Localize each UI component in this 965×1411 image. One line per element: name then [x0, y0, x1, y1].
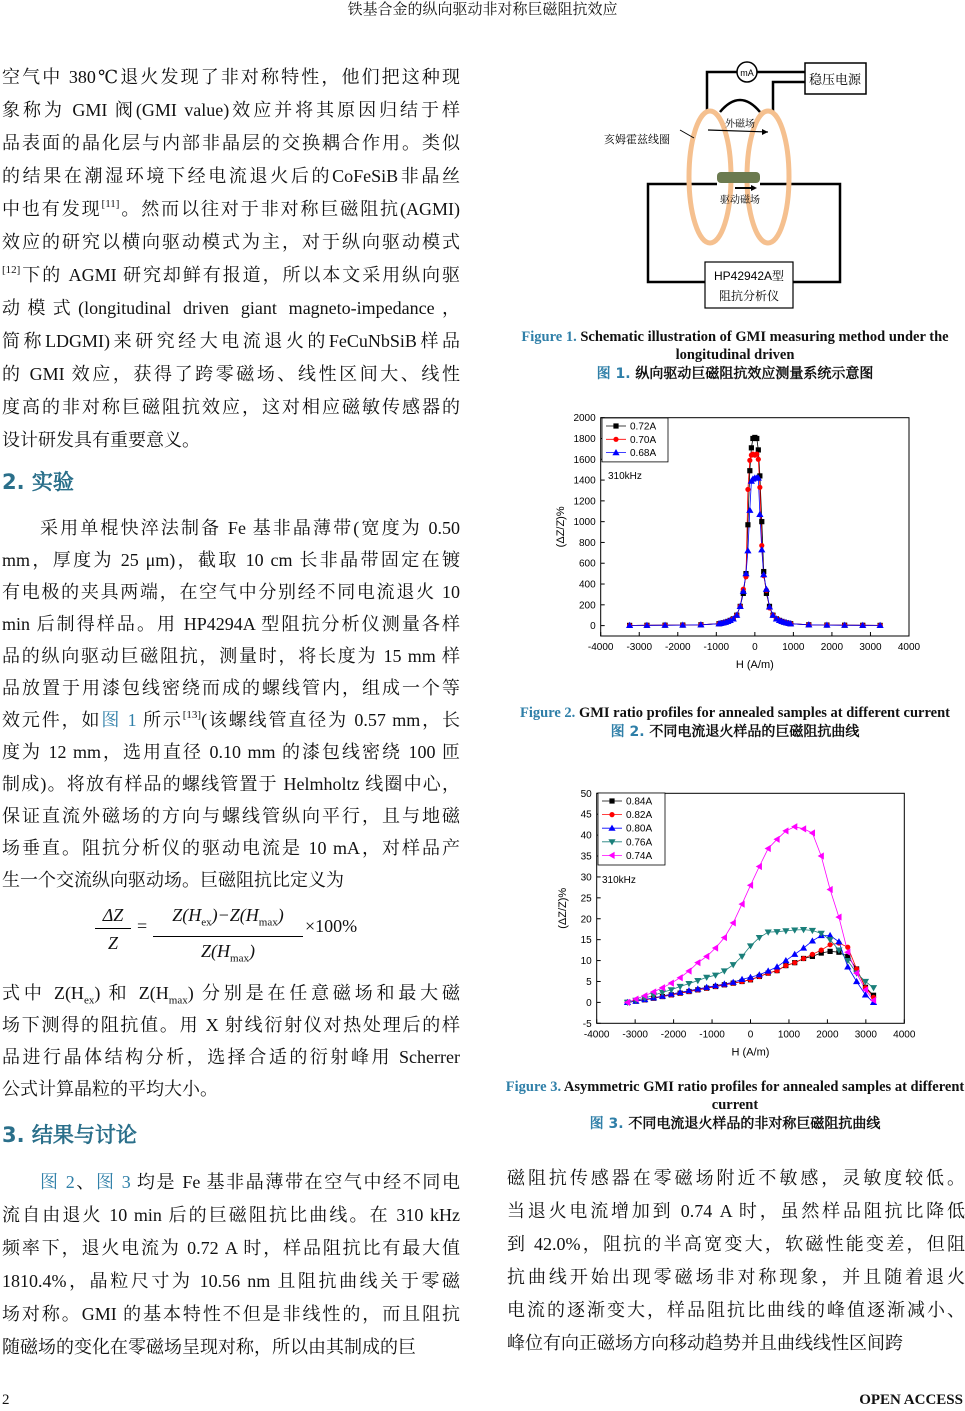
frequency-annotation: 310kHz	[602, 875, 636, 886]
text-run[interactable]: 的结果在潮湿环境下经电流退火后的CoFeSiB非晶丝	[2, 166, 460, 186]
triangle-up-marker	[791, 951, 798, 957]
text-line	[2, 358, 460, 391]
formula-sub: max	[230, 952, 249, 965]
circle-marker	[613, 437, 618, 442]
text-run[interactable]: 所示	[136, 710, 183, 730]
text-line	[2, 160, 460, 193]
square-marker	[759, 519, 764, 524]
x-tick-label: 0	[747, 1029, 754, 1041]
y-tick-label: 30	[580, 872, 592, 884]
triangle-down-marker	[677, 984, 684, 990]
text-run[interactable]: 空气中 380℃退火发现了非对称特性，他们把这种现	[2, 67, 460, 87]
analyzer-label-model: HP42942A型	[713, 269, 785, 283]
triangle-down-marker	[844, 958, 851, 964]
text-run[interactable]: 制成)。将放有样品的螺线管置于 Helmholtz 线圈中心，	[2, 774, 460, 794]
formula-term: Z(H	[172, 905, 202, 925]
figure-label: 图 2.	[610, 724, 645, 740]
arrowhead-icon	[751, 185, 757, 191]
legend-label: 0.80A	[626, 823, 653, 835]
outer-field-arrow	[708, 130, 768, 132]
triangle-up-marker	[835, 938, 842, 944]
text-line	[2, 768, 460, 800]
text-run[interactable]: 式中 Z(H	[2, 983, 84, 1003]
y-tick-label: 25	[580, 893, 592, 905]
text-run[interactable]: mm，厚度为 25 μm)，截取 10 cm 长非晶带固定在镀	[2, 550, 460, 570]
text-line	[2, 193, 460, 226]
formula-lhs	[95, 902, 131, 957]
triangle-left-marker	[730, 919, 736, 926]
text-run[interactable]: 场垂直。阻抗分析仪的驱动电流是 10 mA，对样品产	[2, 838, 460, 858]
text-run[interactable]: 随磁场的变化在零磁场呈现对称，所以由其制成的巨	[2, 1337, 416, 1357]
figure-label: Figure 1.	[521, 329, 577, 345]
circle-marker	[819, 948, 824, 953]
text-line	[2, 325, 460, 358]
x-tick-label: 1000	[777, 1029, 801, 1041]
text-run[interactable]: 场下测得的阻抗值。用 X 射线衍射仪对热处理后的样	[2, 1015, 460, 1035]
figure-label: 图 3.	[589, 1116, 624, 1132]
formula-rhs	[153, 902, 303, 972]
figure-label: Figure 3.	[505, 1079, 562, 1095]
text-line	[2, 800, 460, 832]
arrowhead-icon	[762, 129, 768, 135]
y-tick-label: 600	[579, 558, 596, 570]
text-run[interactable]: 频率下，退火电流为 0.72 A 时，样品阻抗比有最大值	[2, 1238, 460, 1258]
text-run[interactable]: 中也有发现	[2, 199, 102, 219]
x-tick-label: 0	[752, 642, 758, 653]
text-run[interactable]: 磁阻抗传感器在零磁场附近不敏感，灵敏度较低。	[507, 1168, 965, 1188]
paragraph-definition	[2, 977, 460, 1105]
figure-3-caption-cn	[505, 1114, 965, 1135]
triangle-left-marker	[809, 829, 815, 836]
text-run[interactable]: 品的纵向驱动巨磁阻抗，测量时，将长度为 15 mm 样	[2, 646, 460, 666]
y-tick-label: 2000	[573, 413, 596, 425]
x-axis-label: H (A/m)	[735, 659, 774, 671]
text-run[interactable]: 品进行晶体结构分析，选择合适的衍射峰用 Scherrer	[2, 1047, 460, 1067]
paragraph-intro	[2, 61, 460, 457]
legend-label: 0.70A	[630, 434, 657, 446]
x-tick-label: -1000	[699, 1029, 725, 1041]
text-line	[507, 1327, 965, 1360]
text-line	[2, 1041, 460, 1073]
analyzer-label-name: 阻抗分析仪	[718, 289, 780, 303]
formula-equals: =	[137, 916, 148, 936]
text-run[interactable]: 效应的研究以横向驱动模式为主，对于纵向驱动模式	[2, 232, 460, 252]
text-line	[507, 1195, 965, 1228]
figure-label: 图 1.	[596, 366, 631, 382]
wire	[720, 100, 760, 112]
text-line	[507, 1162, 965, 1195]
x-tick-label: -3000	[626, 642, 653, 653]
text-line	[2, 640, 460, 672]
y-tick-label: -5	[582, 1018, 592, 1030]
y-tick-label: 10	[580, 956, 592, 968]
x-tick-label: 2000	[816, 1029, 839, 1041]
triangle-left-marker	[738, 901, 744, 908]
legend-label: 0.84A	[626, 796, 653, 808]
text-run[interactable]: 效元件，如	[2, 710, 102, 730]
text-line	[2, 608, 460, 640]
y-axis-label: (ΔZ/Z)%	[557, 887, 569, 929]
y-tick-label: 15	[580, 935, 592, 947]
triangle-up-marker	[744, 547, 751, 553]
x-tick-label: 4000	[897, 642, 921, 653]
y-tick-label: 400	[579, 579, 596, 591]
text-run[interactable]: 简称LDGMI)来研究经大电流退火的FeCuNbSiB样品	[2, 331, 460, 351]
square-marker	[827, 949, 832, 954]
y-tick-label: 200	[579, 600, 596, 612]
circle-marker	[609, 812, 614, 817]
figure-2-chart	[550, 405, 930, 690]
y-tick-label: 50	[580, 788, 592, 800]
y-tick-label: 45	[580, 809, 592, 821]
text-run[interactable]: 当退火电流增加到 0.74 A 时，虽然样品阻抗比降低	[507, 1201, 965, 1221]
y-tick-label: 1000	[573, 517, 596, 529]
caption-text: Schematic illustration of GMI measuring method under the longitudinal driven	[576, 329, 949, 363]
x-tick-label: 2000	[820, 642, 844, 653]
x-tick-label: -4000	[587, 642, 614, 653]
triangle-left-marker	[703, 953, 709, 960]
triangle-left-marker	[668, 980, 674, 987]
citation-ref[interactable]: [13]	[182, 709, 202, 721]
triangle-up-marker	[809, 937, 816, 943]
triangle-left-marker	[685, 967, 691, 974]
triangle-up-marker	[756, 511, 763, 517]
text-line	[2, 576, 460, 608]
text-line	[2, 512, 460, 544]
publisher-label: OPEN ACCESS	[859, 1392, 963, 1408]
y-axis-label: (ΔZ/Z)%	[555, 506, 567, 548]
circle-marker	[810, 952, 815, 957]
triangle-down-marker	[818, 931, 825, 937]
triangle-up-marker	[758, 546, 765, 552]
circle-marker	[792, 960, 797, 965]
legend-label: 0.74A	[626, 850, 653, 862]
x-tick-label: 3000	[854, 1029, 877, 1041]
y-tick-label: 1600	[573, 454, 596, 466]
circle-marker	[757, 485, 762, 490]
figure-2-caption-en	[505, 704, 965, 722]
text-line	[507, 1228, 965, 1261]
square-marker	[749, 445, 754, 450]
figure-link[interactable]: 图 3	[96, 1172, 131, 1192]
text-line	[2, 864, 460, 896]
y-tick-label: 1400	[573, 475, 596, 487]
caption-text: 纵向驱动巨磁阻抗效应测量系统示意图	[630, 366, 874, 382]
drive-field-label: 驱动磁场	[720, 195, 760, 206]
text-run[interactable]: 峰位有向正磁场方向移动趋势并且曲线线性区间跨	[507, 1333, 903, 1353]
section-heading-experiment: 2. 实验	[2, 470, 74, 494]
y-tick-label: 20	[580, 914, 592, 926]
x-tick-label: -2000	[660, 1029, 687, 1041]
figure-label: Figure 2.	[520, 705, 576, 721]
circle-marker	[845, 945, 850, 950]
figure-3-caption	[505, 1078, 965, 1135]
y-tick-label: 40	[580, 830, 592, 842]
figure-3-caption-en	[505, 1078, 965, 1114]
x-tick-label: -2000	[664, 642, 691, 653]
text-line	[2, 1265, 460, 1298]
figure-2-caption-cn	[505, 722, 965, 743]
text-line	[2, 832, 460, 864]
triangle-up-marker	[773, 963, 780, 969]
x-tick-label: 4000	[893, 1029, 916, 1041]
formula-term: )	[248, 940, 255, 961]
formula-sub: ex	[201, 916, 212, 929]
y-tick-label: 35	[580, 851, 592, 863]
triangle-down-marker	[870, 985, 877, 991]
triangle-up-marker	[763, 586, 770, 592]
text-line	[507, 1294, 965, 1327]
triangle-up-marker	[853, 978, 860, 984]
text-line	[2, 226, 460, 259]
formula-term: )−Z(H	[211, 905, 259, 925]
subscript: max	[168, 994, 188, 1007]
text-run[interactable]: 生一个交流纵向驱动场。巨磁阻抗比定义为	[2, 870, 344, 890]
figure-1-caption	[505, 328, 965, 385]
y-tick-label: 800	[579, 537, 596, 549]
triangle-left-marker	[677, 974, 683, 981]
figure-link[interactable]: 图 1	[101, 710, 137, 730]
x-tick-label: -4000	[583, 1029, 610, 1041]
triangle-left-marker	[765, 845, 771, 852]
citation-ref[interactable]: [11]	[101, 198, 120, 210]
text-run[interactable]: 公式计算晶粒的平均大小。	[2, 1079, 218, 1099]
formula-times-100: ×100%	[305, 916, 358, 936]
y-tick-label: 1800	[573, 433, 596, 445]
text-line	[2, 424, 460, 457]
caption-text: Asymmetric GMI ratio profiles for annealed samples at different current	[561, 1079, 965, 1113]
triangle-up-marker	[782, 957, 789, 963]
formula-sub: max	[258, 916, 278, 929]
paragraph-results	[2, 1166, 460, 1364]
legend-label: 0.82A	[626, 810, 653, 822]
circle-marker	[754, 451, 759, 456]
text-run[interactable]: 品放置于用漆包线密绕而成的螺线管内，组成一个等	[2, 678, 460, 698]
figure-link[interactable]: 图 2	[40, 1172, 75, 1192]
gmi-ratio-formula	[95, 900, 395, 964]
text-line	[2, 94, 460, 127]
series-line-0.68A	[630, 478, 881, 625]
text-run[interactable]: 。然而以往对于非对称巨磁阻抗(AGMI)	[119, 199, 460, 219]
triangle-left-marker	[756, 863, 762, 870]
helmholtz-coil-label: 亥姆霍兹线圈	[604, 134, 670, 146]
text-line	[2, 736, 460, 768]
text-run[interactable]: 、	[74, 1172, 97, 1192]
figure-1-caption-en	[505, 328, 965, 364]
text-line	[2, 292, 460, 325]
square-marker	[747, 468, 752, 473]
caption-text: 不同电流退火样品的非对称巨磁阻抗曲线	[623, 1116, 881, 1132]
frequency-annotation: 310kHz	[608, 471, 642, 482]
formula-lhs-numerator: ΔZ	[95, 902, 131, 929]
figure-1-caption-cn	[505, 364, 965, 385]
citation-ref[interactable]: [12]	[2, 264, 21, 276]
legend-label: 0.72A	[630, 421, 657, 433]
text-run[interactable]: 电流的逐渐变大，样品阻抗比曲线的峰值逐渐减小、	[507, 1300, 965, 1320]
text-line	[2, 544, 460, 576]
text-line	[2, 977, 460, 1009]
text-line	[2, 61, 460, 94]
triangle-left-marker	[800, 825, 806, 832]
text-line	[2, 259, 460, 292]
section-heading-results: 3. 结果与讨论	[2, 1123, 137, 1147]
paragraph-results-continued	[507, 1162, 965, 1360]
text-run[interactable]: 有电极的夹具两端，在空气中分别经不同电流退火 10	[2, 582, 460, 602]
text-run[interactable]: 动模式(longitudinal driven giant magneto-impedance，	[2, 298, 460, 318]
circle-marker	[783, 963, 788, 968]
text-line	[2, 1009, 460, 1041]
formula-rhs-numerator	[153, 902, 303, 937]
text-run[interactable]: 抗曲线开始出现零磁场非对称现象，并且随着退火	[507, 1267, 965, 1287]
x-tick-label: 3000	[859, 642, 882, 653]
triangle-down-marker	[703, 975, 710, 981]
text-run[interactable]: 品表面的晶化层与内部非晶层的交换耦合作用。类似	[2, 133, 460, 153]
text-run[interactable]: 度为 12 mm，选用直径 0.10 mm 的漆包线密绕 100 匝	[2, 742, 460, 762]
triangle-left-marker	[791, 823, 797, 830]
text-line	[2, 391, 460, 424]
text-run[interactable]: 1810.4%，晶粒尺寸为 10.56 nm 且阻抗曲线关于零磁	[2, 1271, 460, 1291]
text-run[interactable]: 流自由退火 10 min 后的巨磁阻抗比曲线。在 310 kHz	[2, 1205, 460, 1225]
triangle-down-marker	[721, 968, 728, 974]
text-line	[2, 127, 460, 160]
subscript: ex	[83, 994, 95, 1007]
text-line	[2, 1199, 460, 1232]
text-line	[507, 1261, 965, 1294]
circle-marker	[801, 956, 806, 961]
square-marker	[754, 436, 759, 441]
formula-term: Z(H	[201, 940, 231, 961]
y-tick-label: 0	[586, 997, 592, 1009]
formula-term: )	[277, 905, 284, 925]
figure-2-caption	[505, 704, 965, 743]
triangle-left-marker	[747, 882, 753, 889]
text-run[interactable]: (该螺线管直径为 0.57 mm，长	[201, 710, 460, 730]
legend-label: 0.68A	[630, 448, 657, 460]
outer-field-label: 外磁场	[725, 119, 755, 130]
figure-1-diagram	[590, 50, 890, 320]
solenoid	[717, 172, 760, 183]
page-number: 2	[2, 1392, 10, 1408]
text-line	[2, 1166, 460, 1199]
triangle-left-marker	[818, 852, 824, 859]
caption-text: GMI ratio profiles for annealed samples at different current	[575, 705, 950, 721]
triangle-down-marker	[765, 930, 772, 936]
text-run[interactable]: 度高的非对称巨磁阻抗效应，这对相应磁敏传感器的	[2, 397, 460, 417]
text-run[interactable]: 下的 AGMI 研究却鲜有报道，所以本文采用纵向驱	[20, 265, 460, 285]
circle-marker	[745, 487, 750, 492]
x-tick-label: -3000	[622, 1029, 648, 1041]
text-run[interactable]: 的 GMI 效应，获得了跨零磁场、线性区间大、线性	[2, 364, 460, 384]
circle-marker	[747, 458, 752, 463]
text-line	[2, 704, 460, 736]
text-run[interactable]: 到 42.0%，阻抗的半高宽变大，软磁性能变差，但阻	[507, 1234, 965, 1254]
power-supply-label: 稳压电源	[808, 72, 862, 87]
x-tick-label: -1000	[703, 642, 730, 653]
text-run[interactable]: ) 和 Z(H	[94, 983, 169, 1003]
x-tick-label: 1000	[782, 642, 805, 653]
ammeter-label: mA	[740, 68, 754, 78]
text-line	[2, 672, 460, 704]
text-line	[2, 1073, 460, 1105]
triangle-down-marker	[730, 962, 737, 968]
series-line-0.72A	[630, 438, 881, 626]
text-run[interactable]: 象称为 GMI 阀(GMI value)效应并将其原因归结于样	[2, 100, 460, 120]
text-run[interactable]: min 后制得样品。用 HP4294A 型阻抗分析仪测量各样	[2, 614, 460, 634]
wire	[773, 82, 805, 112]
wire	[707, 72, 737, 112]
paragraph-experiment	[2, 512, 460, 896]
text-line	[2, 1331, 460, 1364]
y-tick-label: 5	[586, 976, 592, 988]
square-marker	[609, 798, 614, 803]
text-line	[2, 1298, 460, 1331]
text-run[interactable]: ) 分别是在任意磁场和最大磁	[187, 983, 460, 1003]
text-run[interactable]: 均是 Fe 基非晶薄带在空气中经不同电	[130, 1172, 460, 1192]
triangle-up-marker	[800, 944, 807, 950]
x-axis-label: H (A/m)	[731, 1046, 770, 1059]
running-head: 铁基合金的纵向驱动非对称巨磁阻抗效应	[347, 2, 618, 18]
text-line	[2, 1232, 460, 1265]
text-run[interactable]: 场对称。GMI 的基本特性不但是非线性的，而且阻抗	[2, 1304, 460, 1324]
caption-text: 不同电流退火样品的巨磁阻抗曲线	[644, 724, 860, 740]
triangle-left-marker	[721, 934, 727, 941]
circle-marker	[756, 457, 761, 462]
triangle-down-marker	[773, 929, 780, 935]
text-run[interactable]: 采用单棍快淬法制备 Fe 基非晶薄带(宽度为 0.50	[40, 518, 460, 538]
square-marker	[613, 423, 618, 428]
formula-rhs-denominator	[153, 937, 303, 973]
y-tick-label: 0	[590, 621, 596, 633]
figure-3-chart	[550, 780, 930, 1065]
y-tick-label: 1200	[573, 496, 596, 508]
text-run[interactable]: 保证直流外磁场的方向与螺线管纵向平行，且与地磁	[2, 806, 460, 826]
formula-lhs-denominator: Z	[107, 933, 118, 953]
legend-label: 0.76A	[626, 837, 653, 849]
square-marker	[745, 522, 750, 527]
text-run[interactable]: 设计研发具有重要意义。	[2, 430, 200, 450]
